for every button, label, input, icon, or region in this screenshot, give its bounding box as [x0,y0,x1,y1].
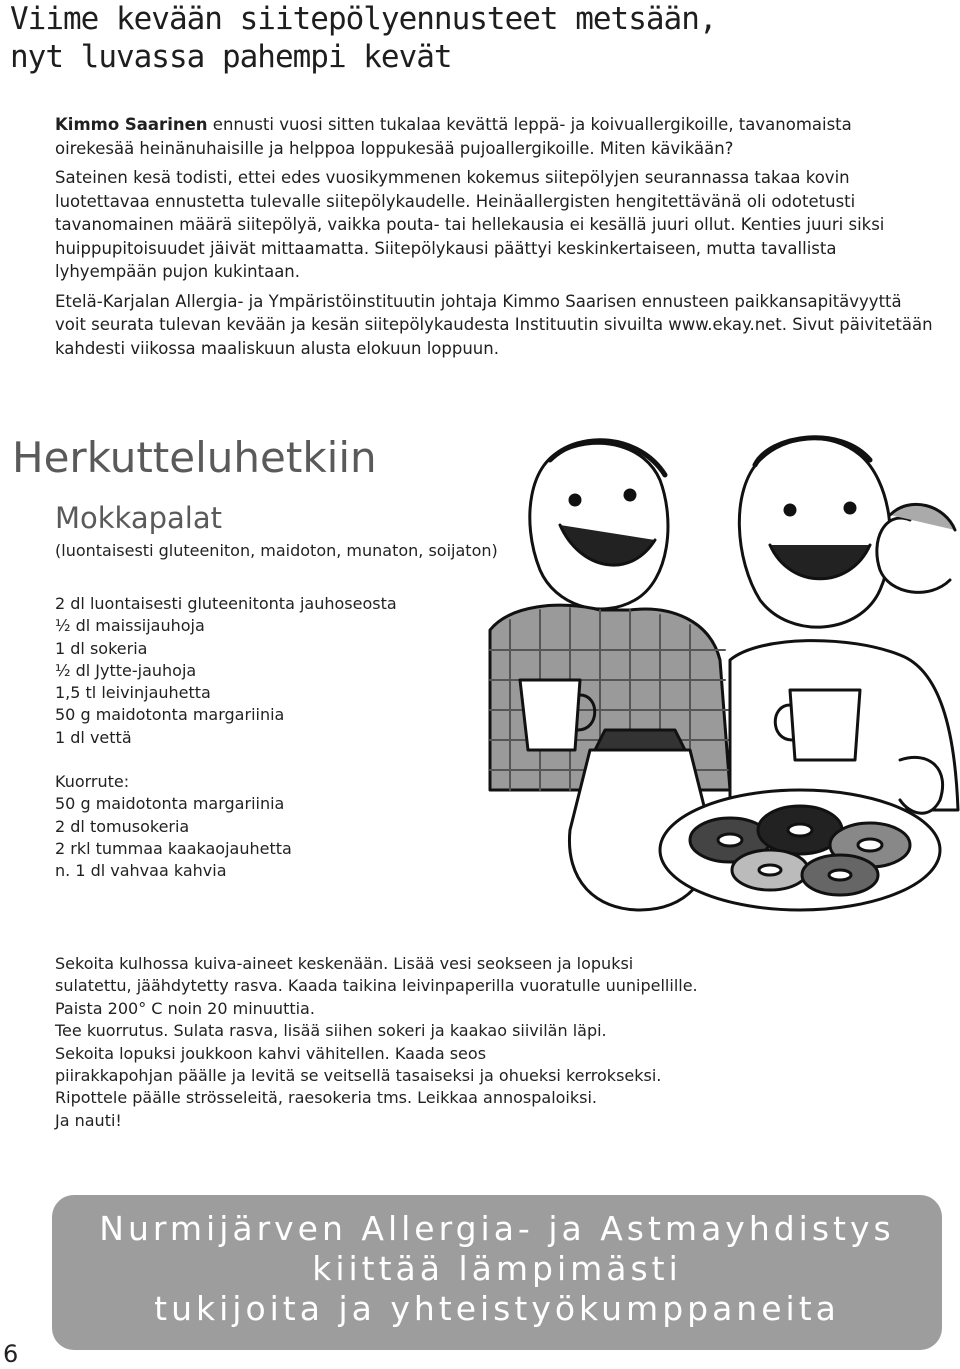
article-paragraph-2: Sateinen kesä todisti, ettei edes vuosikymmenen kokemus siitepölyjen seurannassa takaa kovin luotettavaa ennustetta tulevalle siitepölykaudelle. Heinäallergisten hengitettävänä oli odotetusti tavanomainen määrä siitepölyä, vaikka pouta- tai hellekausia ei kesällä juuri ollut. Kenties juuri siksi huippupitoisuudet jäivät mittaamatta. Siitepölykausi päättyi keskinkertaiseen, mutta tavallista lyhyempään pujon kukintaan. [55,168,885,281]
topping-item: 50 g maidotonta margariinia [55,794,285,814]
recipe-title: Mokkapalat [55,501,222,535]
article-paragraph-1 [55,113,935,160]
article-title-line-1: Viime kevään siitepölyennusteet metsään, [10,1,717,37]
article-title-line-2: nyt luvassa pahempi kevät [10,39,452,75]
coffee-party-illustration [470,430,960,940]
instruction-line: piirakkapohjan päälle ja levitä se veitsellä tasaiseksi ja ohueksi kerrokseksi. [55,1066,662,1086]
author-name: Kimmo Saarinen [55,115,208,134]
ingredient-item: 1 dl sokeria [55,638,148,658]
ingredient-item: 1,5 tl leivinjauhetta [55,683,211,703]
ingredient-item: ½ dl maissijauhoja [55,616,205,636]
instruction-line: Sekoita kulhossa kuiva-aineet keskenään. Lisää vesi seokseen ja lopuksi [55,954,634,973]
ingredient-item: ½ dl Jytte-jauhoja [55,660,197,680]
topping-item: 2 rkl tummaa kaakaojauhetta [55,838,292,858]
ingredient-item: 1 dl vettä [55,727,132,747]
paragraph-1-text: ennusti vuosi sitten tukalaa kevättä leppä- ja koivuallergikoille, tavanomaista oirekesää heinänuhaisille ja helppoa loppukesää pujoallergikoille. Miten kävikään? [55,115,852,158]
banner-text [52,1209,942,1329]
thanks-banner [52,1195,942,1350]
recipe-note: (luontaisesti gluteeniton, maidoton, munaton, soijaton) [55,541,498,560]
article-paragraph-3: Etelä-Karjalan Allergia- ja Ympäristöinstituutin johtaja Kimmo Saarisen ennusteen paikkansapitävyyttä voit seurata tulevan kevään ja kesän siitepölykaudesta Instituutin sivuilta www.ekay.net. Sivut päivitetään kahdesti viikossa maaliskuun alusta elokuun loppuun. [55,291,933,358]
topping-item: 2 dl tomusokeria [55,816,190,836]
page-number: 6 [3,1340,19,1368]
ingredient-item: 50 g maidotonta margariinia [55,705,285,725]
banner-line-2: kiittää lämpimästi [312,1249,682,1288]
article-body [55,113,935,366]
ingredient-item: 2 dl luontaisesti gluteenitonta jauhoseosta [55,594,397,613]
instruction-line: Tee kuorrutus. Sulata rasva, lisää siihen sokeri ja kaakao siivilän läpi. [55,1021,607,1041]
article-title [10,0,717,76]
banner-line-1: Nurmijärven Allergia- ja Astmayhdistys [99,1209,895,1248]
instruction-line: Sekoita lopuksi joukkoon kahvi vähitellen. Kaada seos [55,1043,487,1063]
recipe-instructions [55,953,815,1132]
topping-item: n. 1 dl vahvaa kahvia [55,861,227,881]
banner-line-3: tukijoita ja yhteistyökumppaneita [154,1289,840,1328]
instruction-line: Ja nauti! [55,1110,122,1130]
ingredient-list [55,593,525,749]
section-title: Herkutteluhetkiin [12,433,377,482]
instruction-line: Ripottele päälle strösseleitä, raesokeria tms. Leikkaa annospaloiksi. [55,1088,598,1108]
instruction-line: sulatettu, jäähdytetty rasva. Kaada taikina leivinpaperilla vuoratulle uunipellille. [55,976,698,996]
topping-list [55,771,525,882]
topping-label: Kuorrute: [55,772,130,791]
instruction-line: Paista 200° C noin 20 minuuttia. [55,998,315,1018]
